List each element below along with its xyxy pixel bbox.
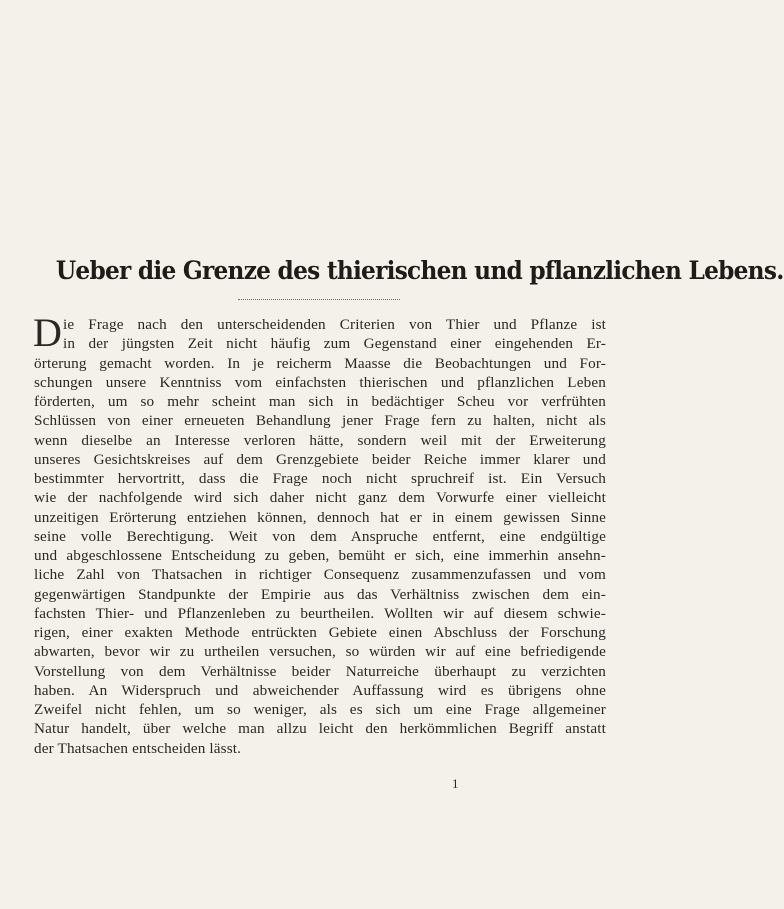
text-line: und abgeschlossene Entscheidung zu geben, bemüht er sich, eine immerhin ansehn- <box>34 547 606 564</box>
text-line: unseres Gesichtskreises auf dem Grenzgebiete beider Reiche immer klarer und <box>34 450 606 468</box>
text-line: haben. An Widerspruch und abweichender Auffassung wird es übrigens ohne <box>34 681 606 699</box>
page-number: 1 <box>452 776 459 791</box>
text-line: örterung gemacht worden. In je reicherm Maasse die Beobachtungen und For- <box>34 354 606 372</box>
text-line: Natur handelt, über welche man allzu leicht den herkömmlichen Begriff anstatt <box>34 720 606 738</box>
text-line: seine volle Berechtigung. Weit von dem Anspruche entfernt, eine endgültige <box>34 527 606 545</box>
text-line: der Thatsachen entscheiden lässt. <box>34 739 242 757</box>
text-line: liche Zahl von Thatsachen in richtiger Consequenz zusammenzufassen und vom <box>34 566 606 584</box>
text-line: ie Frage nach den unterscheidenden Criterien von Thier und Pflanze ist <box>63 316 606 333</box>
text-line: förderten, um so mehr scheint man sich in bedächtiger Scheu vor verfrühten <box>34 393 606 410</box>
text-line: wie der nachfolgende wird sich daher nicht ganz dem Vorwurfe einer vielleicht <box>34 489 606 507</box>
text-line: Vorstellung von dem Verhältnisse beider Naturreiche überhaupt zu verzichten <box>34 662 606 680</box>
title-divider <box>238 299 400 300</box>
body-paragraph <box>33 310 606 758</box>
text-line: bestimmter hervortritt, dass die Frage noch nicht spruchreif ist. Ein Versuch <box>34 470 606 487</box>
text-line: wenn dieselbe an Interesse verloren hätte, sondern weil mit der Erweiterung <box>34 431 606 449</box>
drop-cap: D <box>33 310 63 355</box>
text-line: Zweifel nicht fehlen, um so weniger, als es sich um eine Frage allgemeiner <box>34 701 606 718</box>
text-line: fachsten Thier- und Pflanzenleben zu beurtheilen. Wollten wir auf diesem schwie- <box>34 604 606 622</box>
text-line: in der jüngsten Zeit nicht häufig zum Gegenstand einer eingehenden Er- <box>63 335 606 353</box>
text-line: unzeitigen Erörterung entziehen können, dennoch hat er in einem gewissen Sinne <box>34 508 606 526</box>
text-line: Schlüssen von einer erneueten Behandlung jener Frage fern zu halten, nicht als <box>34 412 606 430</box>
text-line: schungen unsere Kenntniss vom einfachsten thierischen und pflanzlichen Leben <box>34 373 606 391</box>
text-line: gegenwärtigen Standpunkte der Empirie aus das Verhältniss zwischen dem ein- <box>34 585 606 603</box>
chapter-title: Ueber die Grenze des thierischen und pflanzlichen Lebens. <box>55 256 784 285</box>
text-line: abwarten, bevor wir zu urtheilen versuchen, so würden wir auf eine befriedigende <box>34 643 606 661</box>
text-line: rigen, einer exakten Methode entrückten Gebiete einen Abschluss der Forschung <box>34 624 606 641</box>
